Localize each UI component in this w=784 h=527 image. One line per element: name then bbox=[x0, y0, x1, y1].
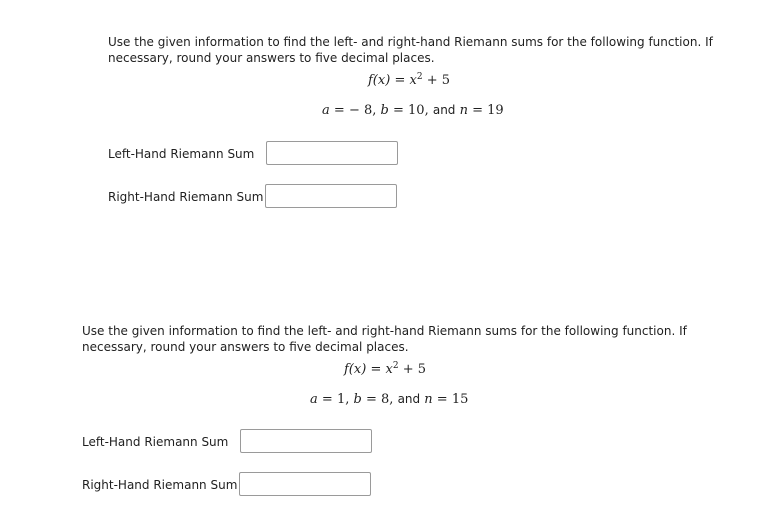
riemann-problem-2 bbox=[82, 324, 722, 492]
left-sum-input[interactable] bbox=[240, 429, 372, 453]
function-base: x bbox=[385, 362, 393, 377]
function-lhs: f(x) bbox=[344, 362, 367, 377]
interval-params: a = 1, b = 8, and n = 15 bbox=[310, 392, 469, 407]
right-sum-label: Right-Hand Riemann Sum bbox=[82, 478, 238, 492]
function-lhs: f(x) bbox=[368, 73, 391, 88]
function-tail: + 5 bbox=[402, 362, 426, 377]
function-exponent: 2 bbox=[416, 72, 423, 82]
param-a: − 8 bbox=[348, 103, 373, 118]
right-sum-input[interactable] bbox=[239, 472, 371, 496]
function-base: x bbox=[409, 73, 417, 88]
function-exponent: 2 bbox=[392, 361, 399, 371]
param-n: 19 bbox=[487, 103, 504, 118]
param-n: 15 bbox=[451, 392, 469, 407]
problem-instructions: Use the given information to find the left- and right-hand Riemann sums for the following function. If necessary, round your answers to five decimal places. bbox=[108, 35, 713, 65]
right-sum-label: Right-Hand Riemann Sum bbox=[108, 190, 264, 204]
param-b: 10 bbox=[408, 103, 425, 118]
right-sum-input[interactable] bbox=[265, 184, 397, 208]
left-sum-input[interactable] bbox=[266, 141, 398, 165]
left-sum-label: Left-Hand Riemann Sum bbox=[82, 435, 229, 449]
param-b: 8 bbox=[381, 392, 390, 407]
function-definition: $f(x) = x^2 + 5$ bbox=[344, 361, 426, 377]
interval-params: a = − 8, b = 10, and n = 19 bbox=[322, 103, 504, 118]
left-sum-row bbox=[82, 429, 376, 455]
param-a: 1 bbox=[336, 392, 346, 407]
function-definition: $f(x) = x^2 + 5$ bbox=[368, 72, 450, 88]
riemann-problem-1 bbox=[108, 35, 748, 204]
left-sum-label: Left-Hand Riemann Sum bbox=[108, 147, 255, 161]
right-sum-row bbox=[108, 184, 402, 210]
problem-instructions: Use the given information to find the left- and right-hand Riemann sums for the following function. If necessary, round your answers to five decimal places. bbox=[82, 324, 687, 354]
right-sum-row bbox=[82, 472, 376, 498]
left-sum-row bbox=[108, 141, 402, 167]
function-tail: + 5 bbox=[426, 73, 450, 88]
